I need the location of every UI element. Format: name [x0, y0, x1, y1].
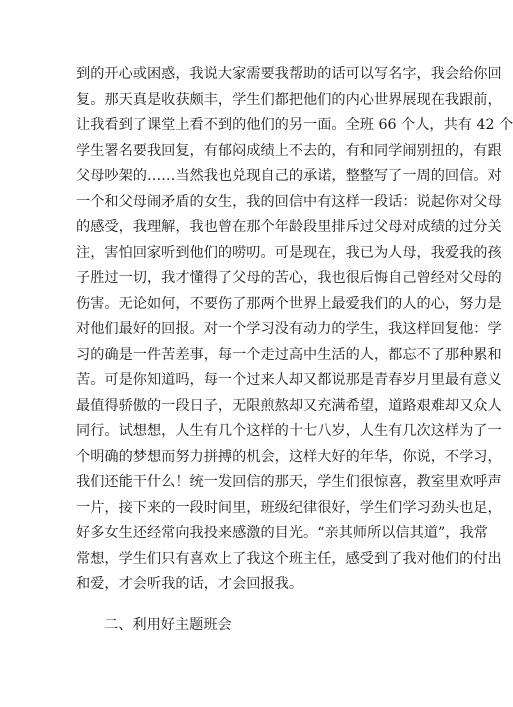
paragraph-line: 和爱，才会听我的话，才会回报我。: [76, 576, 304, 592]
paragraph-line: 复。那天真是收获颇丰，学生们都把他们的内心世界展现在我跟前，: [76, 91, 502, 108]
paragraph-line: 到的开心或困惑，我说大家需要我帮助的话可以写名字，我会给你回: [76, 66, 502, 82]
section-heading: 二、利用好主题班会: [104, 616, 232, 633]
paragraph-line: 我们还能干什么！统一发回信的那天，学生们很惊喜，教室里欢呼声: [76, 474, 502, 490]
paragraph-line: 对他们最好的回报。对一个学习没有动力的学生，我这样回复他：学: [76, 321, 502, 337]
body-text: [76, 62, 513, 638]
paragraph-line: 伤害。无论如何，不要伤了那两个世界上最爱我们的人的心，努力是: [76, 295, 502, 312]
paragraph-line: 让我看到了课堂上看不到的他们的另一面。全班 66 个人，共有 42 个: [76, 117, 513, 133]
paragraph-line: 一片，接下来的一段时间里，班级纪律很好，学生们学习劲头也足，: [76, 499, 502, 516]
paragraph-line: 习的确是一件苦差事，每一个走过高中生活的人，都忘不了那种累和: [76, 346, 502, 363]
paragraph-line: 学生署名要我回复，有郁闷成绩上不去的，有和同学闹别扭的，有跟: [76, 142, 502, 159]
paragraph-line: 一个和父母闹矛盾的女生，我的回信中有这样一段话：说起你对父母: [76, 193, 502, 210]
paragraph-line: 最值得骄傲的一段日子，无限煎熬却又充满希望，道路艰难却又众人: [76, 397, 502, 414]
paragraph-line: 同行。试想想，人生有几个这样的十七八岁，人生有几次这样为了一: [76, 423, 502, 439]
paragraph-line: 苦。可是你知道吗，每一个过来人却又都说那是青春岁月里最有意义: [76, 372, 502, 388]
paragraph-line: 的感受，我理解，我也曾在那个年龄段里排斥过父母对成绩的过分关: [76, 219, 502, 235]
paragraph-line: 个明确的梦想而努力拼搏的机会，这样大好的年华，你说，不学习，: [76, 448, 502, 465]
paragraph-line: 注，害怕回家听到他们的唠叨。可是现在，我已为人母，我爱我的孩: [76, 244, 502, 261]
paragraph-line: 子胜过一切，我才懂得了父母的苦心，我也很后悔自己曾经对父母的: [76, 270, 502, 286]
paragraph-gap: [76, 598, 436, 613]
paragraph-line: 常想，学生们只有喜欢上了我这个班主任，感受到了我对他们的付出: [76, 550, 502, 567]
paragraph-line: 父母吵架的……当然我也兑现自己的承诺，整整写了一周的回信。对: [76, 168, 502, 184]
paragraph-line: 好多女生还经常向我投来感激的目光。“亲其师所以信其道”，我常: [76, 525, 488, 541]
